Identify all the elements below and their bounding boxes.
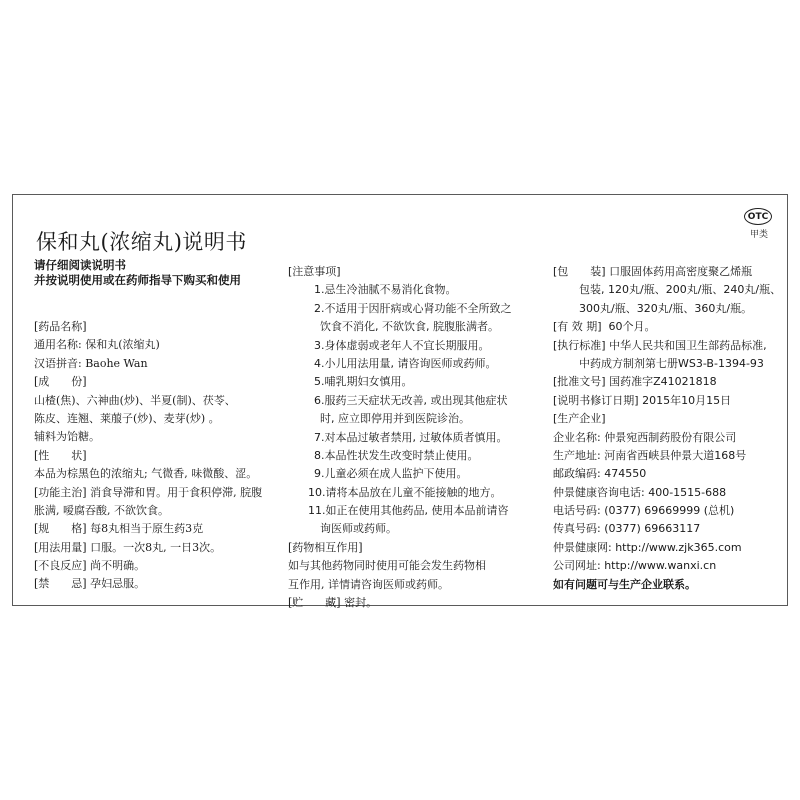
consult-hotline: 仲景健康咨询电话: 400-1515-688 bbox=[553, 485, 727, 499]
section-header-storage: [贮 藏] bbox=[288, 596, 341, 610]
section-header-package: [包 装] bbox=[553, 265, 606, 278]
precaution-item: 2.不适用于因肝病或心肾功能不全所致之 bbox=[314, 301, 512, 315]
generic-name: 通用名称: 保和丸(浓缩丸) bbox=[34, 338, 160, 352]
fax-number: 传真号码: (0377) 69663117 bbox=[553, 522, 701, 536]
notice-line: 请仔细阅读说明书 bbox=[34, 258, 126, 272]
character-text: 本品为棕黑色的浓缩丸; 气微香, 味微酸、涩。 bbox=[34, 467, 258, 481]
usage-text: 口服。一次8丸, 一日3次。 bbox=[90, 540, 222, 554]
company-address: 生产地址: 河南省西峡县仲景大道168号 bbox=[553, 448, 747, 462]
reading-notice bbox=[34, 258, 241, 288]
precaution-item: 询医师或药师。 bbox=[320, 522, 397, 536]
interactions-text: 如与其他药物同时使用可能会发生药物相 bbox=[288, 559, 486, 573]
section-header-standard: [执行标准] bbox=[553, 338, 606, 352]
document-title: 保和丸(浓缩丸)说明书 bbox=[36, 230, 247, 254]
excipient-text: 辅料为饴糖。 bbox=[34, 430, 100, 444]
precaution-item: 11.如正在使用其他药品, 使用本品前请咨 bbox=[308, 504, 509, 518]
package-text: 包装, 120丸/瓶、200丸/瓶、240丸/瓶、 bbox=[579, 283, 782, 297]
section-header-usage: [用法用量] bbox=[34, 540, 87, 554]
section-header-approval: [批准文号] bbox=[553, 375, 606, 389]
contact-note: 如有问题可与生产企业联系。 bbox=[553, 577, 696, 591]
otc-badge bbox=[744, 208, 774, 248]
standard-text: 中药成方制剂第七册WS3-B-1394-93 bbox=[579, 356, 764, 370]
otc-logo: OTC bbox=[744, 208, 772, 225]
precaution-item: 8.本品性状发生改变时禁止使用。 bbox=[314, 448, 479, 462]
section-header-character: [性 状] bbox=[34, 448, 87, 462]
ingredients-text: 山楂(焦)、六神曲(炒)、半夏(制)、茯苓、 bbox=[34, 393, 236, 407]
precaution-item: 9.儿童必须在成人监护下使用。 bbox=[314, 467, 468, 481]
contraindications-text: 孕妇忌服。 bbox=[90, 577, 146, 591]
health-website: 仲景健康网: http://www.zjk365.com bbox=[553, 540, 742, 554]
precaution-item: 7.对本品过敏者禁用, 过敏体质者慎用。 bbox=[314, 430, 508, 444]
precaution-item: 5.哺乳期妇女慎用。 bbox=[314, 375, 413, 389]
package-text: 口服固体药用高密度聚乙烯瓶 bbox=[609, 265, 753, 278]
section-header-validity: [有 效 期] bbox=[553, 320, 602, 334]
postcode: 邮政编码: 474550 bbox=[553, 467, 647, 481]
otc-category: 甲类 bbox=[749, 230, 768, 240]
section-header-precautions: [注意事项] bbox=[288, 265, 341, 278]
standard-text: 中华人民共和国卫生部药品标准, bbox=[609, 338, 767, 352]
section-header-manufacturer: [生产企业] bbox=[553, 412, 606, 426]
notice-line: 并按说明使用或在药师指导下购买和使用 bbox=[34, 273, 241, 287]
interactions-text: 互作用, 详情请咨询医师或药师。 bbox=[288, 577, 449, 591]
section-header-revision: [说明书修订日期] bbox=[553, 393, 639, 407]
phone-number: 电话号码: (0377) 69669999 (总机) bbox=[553, 504, 735, 518]
validity-text: 60个月。 bbox=[608, 320, 656, 334]
pinyin-name: 汉语拼音: Baohe Wan bbox=[34, 356, 148, 370]
company-name: 企业名称: 仲景宛西制药股份有限公司 bbox=[553, 430, 737, 444]
precaution-item: 10.请将本品放在儿童不能接触的地方。 bbox=[308, 485, 502, 499]
precaution-item: 6.服药三天症状无改善, 或出现其他症状 bbox=[314, 393, 508, 407]
section-header-adverse: [不良反应] bbox=[34, 559, 87, 573]
precaution-item: 时, 应立即停用并到医院诊治。 bbox=[320, 412, 470, 426]
section-header-contraindications: [禁 忌] bbox=[34, 577, 87, 591]
adverse-text: 尚不明确。 bbox=[90, 559, 146, 573]
indications-text: 胀满, 嗳腐吞酸, 不欲饮食。 bbox=[34, 503, 169, 517]
indications-text: 消食导滞和胃。用于食积停滞, 脘腹 bbox=[90, 485, 263, 499]
precaution-item: 1.忌生冷油腻不易消化食物。 bbox=[314, 283, 457, 297]
storage-text: 密封。 bbox=[344, 596, 378, 610]
precaution-item: 4.小儿用法用量, 请咨询医师或药师。 bbox=[314, 356, 497, 370]
precaution-item: 饮食不消化, 不欲饮食, 脘腹胀满者。 bbox=[320, 320, 499, 334]
revision-date: 2015年10月15日 bbox=[642, 393, 732, 407]
approval-number: 国药准字Z41021818 bbox=[609, 375, 717, 389]
ingredients-text: 陈皮、连翘、莱菔子(炒)、麦芽(炒) 。 bbox=[34, 411, 220, 425]
section-header-ingredients: [成 份] bbox=[34, 375, 87, 389]
spec-text: 每8丸相当于原生药3克 bbox=[90, 522, 204, 536]
column-left bbox=[34, 318, 262, 594]
column-middle bbox=[288, 263, 512, 612]
section-header-spec: [规 格] bbox=[34, 522, 87, 536]
section-header-drug-name: [药品名称] bbox=[34, 320, 87, 333]
precaution-item: 3.身体虚弱或老年人不宜长期服用。 bbox=[314, 338, 490, 352]
section-header-interactions: [药物相互作用] bbox=[288, 540, 363, 554]
company-website: 公司网址: http://www.wanxi.cn bbox=[553, 559, 717, 573]
section-header-indications: [功能主治] bbox=[34, 485, 87, 499]
column-right bbox=[553, 263, 781, 594]
package-text: 300丸/瓶、320丸/瓶、360丸/瓶。 bbox=[579, 301, 753, 315]
